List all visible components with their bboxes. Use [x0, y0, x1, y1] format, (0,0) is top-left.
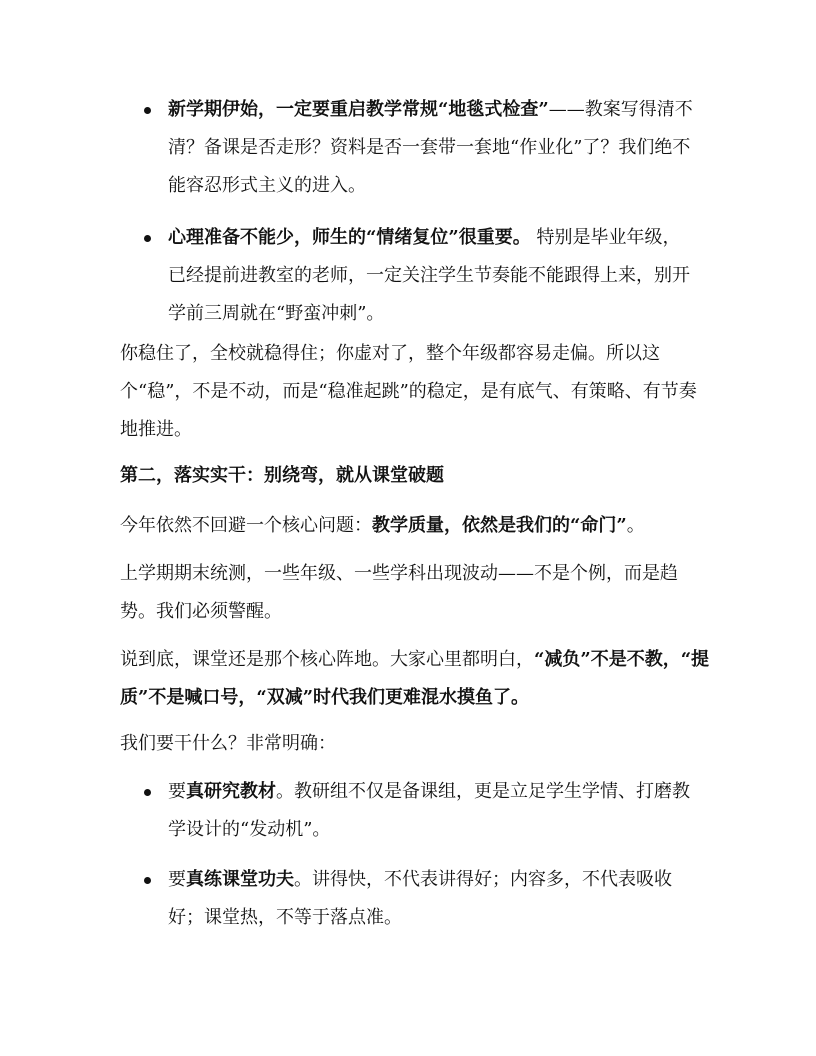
bullet-dot-icon: [144, 789, 151, 796]
bold-lead: 真研究教材: [186, 781, 276, 802]
para-tail: 。: [626, 515, 645, 536]
item-prefix: 要: [168, 869, 186, 890]
list-item: [0, 91, 816, 205]
paragraph-exam: 上学期期末统测，一些年级、一些学科出现波动——不是个例，而是趋势。我们必须警醒。: [120, 563, 678, 622]
bullet-list-actions: [0, 773, 816, 937]
para-text: 说到底，课堂还是那个核心阵地。大家心里都明白，: [120, 649, 534, 670]
para-bold: 教学质量，依然是我们的“命门”: [372, 515, 627, 536]
bullet-dot-icon: [144, 107, 151, 114]
item-text: ——教案写得清不清？备课是否走形？资料是否一套带一套地“作业化”了？我们绝不能容忍形式主义的进入。: [168, 99, 693, 196]
section-heading: 第二，落实实干：别绕弯，就从课堂破题: [120, 465, 444, 486]
para-bold: “减负”不是不教，“提质”不是喊口号，“双减”时代我们更难混水摸鱼了。: [120, 649, 710, 708]
item-text: 。教研组不仅是备课组，更是立足学生学情、打磨教学设计的“发动机”。: [168, 781, 690, 840]
paragraph-classroom: [120, 641, 710, 717]
item-text: 。讲得快，不代表讲得好；内容多，不代表吸收好；课堂热，不等于落点准。: [168, 869, 672, 928]
paragraph-core-issue: [120, 507, 710, 545]
summary-paragraph: 你稳住了，全校就稳得住；你虚对了，整个年级都容易走偏。所以这个“稳”，不是不动，而是“稳准起跳”的稳定，是有底气、有策略、有节奏地推进。: [120, 343, 697, 440]
item-text: 特别是毕业年级，已经提前进教室的老师，一定关注学生节奏能不能跟得上来，别开学前三周就在“野蛮冲刺”。: [168, 227, 690, 324]
list-item: [0, 219, 816, 333]
bullet-dot-icon: [144, 877, 151, 884]
bullet-dot-icon: [144, 235, 151, 242]
bold-lead: 心理准备不能少，师生的“情绪复位”很重要。: [168, 227, 531, 248]
paragraph-question: 我们要干什么？非常明确：: [120, 733, 336, 754]
bold-lead: 真练课堂功夫: [186, 869, 294, 890]
list-item: [0, 773, 816, 849]
bold-lead: 新学期伊始，一定要重启教学常规“地毯式检查”: [168, 99, 549, 120]
list-item: [0, 861, 816, 937]
item-prefix: 要: [168, 781, 186, 802]
bullet-list-regular: [0, 91, 816, 333]
para-text: 今年依然不回避一个核心问题：: [120, 515, 372, 536]
